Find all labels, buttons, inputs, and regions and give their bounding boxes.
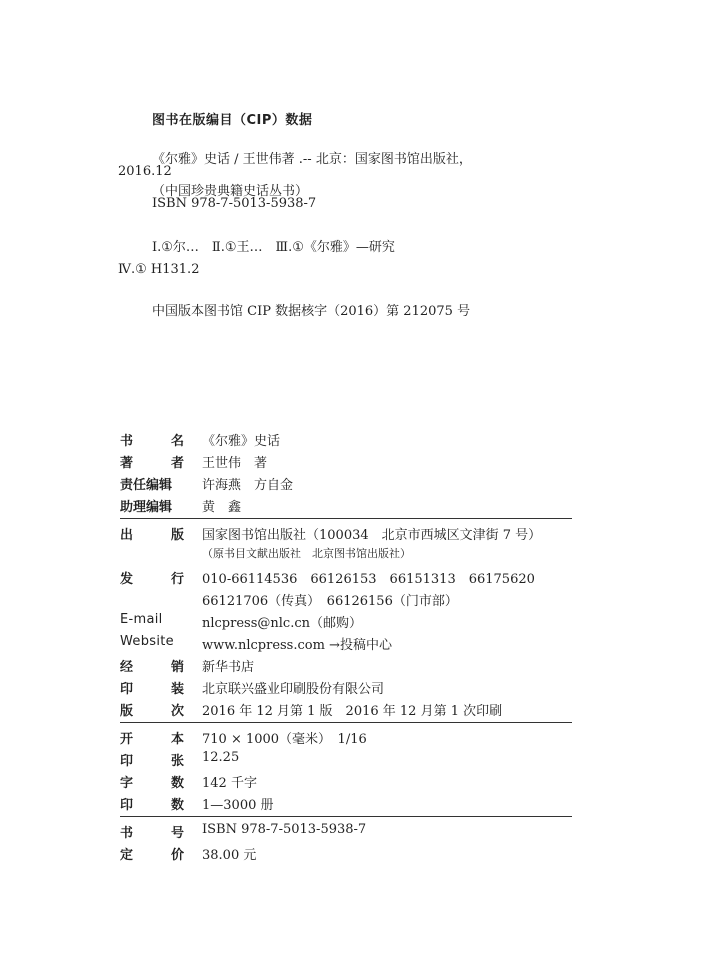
- value-title: 《尔雅》史话: [202, 434, 281, 449]
- value-publisher: 国家图书馆出版社（100034 北京市西城区文津街 7 号）: [202, 528, 542, 543]
- value-distribution-fax: 66121706（传真） 66126156（门市部）: [202, 594, 458, 609]
- label-sales: 经 销: [120, 660, 184, 675]
- label-sheets: 印 张: [120, 754, 184, 769]
- value-price: 38.00 元: [202, 848, 257, 863]
- value-format: 710 × 1000（毫米） 1/16: [202, 732, 367, 747]
- cip-line-isbn: ISBN 978-7-5013-5938-7: [152, 196, 317, 211]
- cip-line-series: （中国珍贵典籍史话丛书）: [152, 184, 309, 199]
- value-printer: 北京联兴盛业印刷股份有限公司: [202, 682, 385, 697]
- value-editor: 许海燕 方自金: [202, 478, 294, 493]
- value-sales: 新华书店: [202, 660, 255, 675]
- divider-2: [120, 722, 572, 723]
- value-author: 王世伟 著: [202, 456, 268, 471]
- label-price: 定 价: [120, 848, 184, 863]
- value-edition: 2016 年 12 月第 1 版 2016 年 12 月第 1 次印刷: [202, 704, 503, 719]
- cip-line-subjects: Ⅰ.①尔… Ⅱ.①王… Ⅲ.①《尔雅》—研究: [152, 240, 395, 255]
- value-assistant-editor: 黄 鑫: [202, 500, 242, 515]
- divider-1: [120, 518, 572, 519]
- label-printer: 印 装: [120, 682, 184, 697]
- label-distribution: 发 行: [120, 572, 184, 587]
- label-website: Website: [120, 634, 174, 649]
- cip-line-date: 2016.12: [118, 164, 172, 179]
- cip-line-classification: Ⅳ.① H131.2: [118, 262, 200, 277]
- value-email: nlcpress@nlc.cn（邮购）: [202, 616, 362, 631]
- label-email: E-mail: [120, 612, 163, 627]
- label-publisher: 出 版: [120, 528, 184, 543]
- label-edition: 版 次: [120, 704, 184, 719]
- label-word-count: 字 数: [120, 776, 184, 791]
- value-sheets: 12.25: [202, 750, 240, 765]
- value-distribution-phones: 010-66114536 66126153 66151313 66175620: [202, 572, 535, 587]
- label-author: 著 者: [120, 456, 184, 471]
- cip-line-record-number: 中国版本图书馆 CIP 数据核字（2016）第 212075 号: [152, 304, 471, 319]
- value-word-count: 142 千字: [202, 776, 257, 791]
- cip-line-title: 《尔雅》史话 / 王世伟著 .-- 北京：国家图书馆出版社，: [152, 152, 472, 167]
- cip-heading: 图书在版编目（CIP）数据: [152, 113, 313, 128]
- divider-3: [120, 816, 572, 817]
- label-format: 开 本: [120, 732, 184, 747]
- label-isbn: 书 号: [120, 826, 184, 841]
- value-print-run: 1—3000 册: [202, 798, 274, 813]
- value-website: www.nlcpress.com →投稿中心: [202, 638, 392, 653]
- label-editor: 责任编辑: [120, 478, 173, 493]
- value-publisher-note: （原书目文献出版社 北京图书馆出版社）: [202, 547, 411, 560]
- label-print-run: 印 数: [120, 798, 184, 813]
- label-title: 书 名: [120, 434, 184, 449]
- label-assistant-editor: 助理编辑: [120, 500, 173, 515]
- value-isbn: ISBN 978-7-5013-5938-7: [202, 822, 367, 837]
